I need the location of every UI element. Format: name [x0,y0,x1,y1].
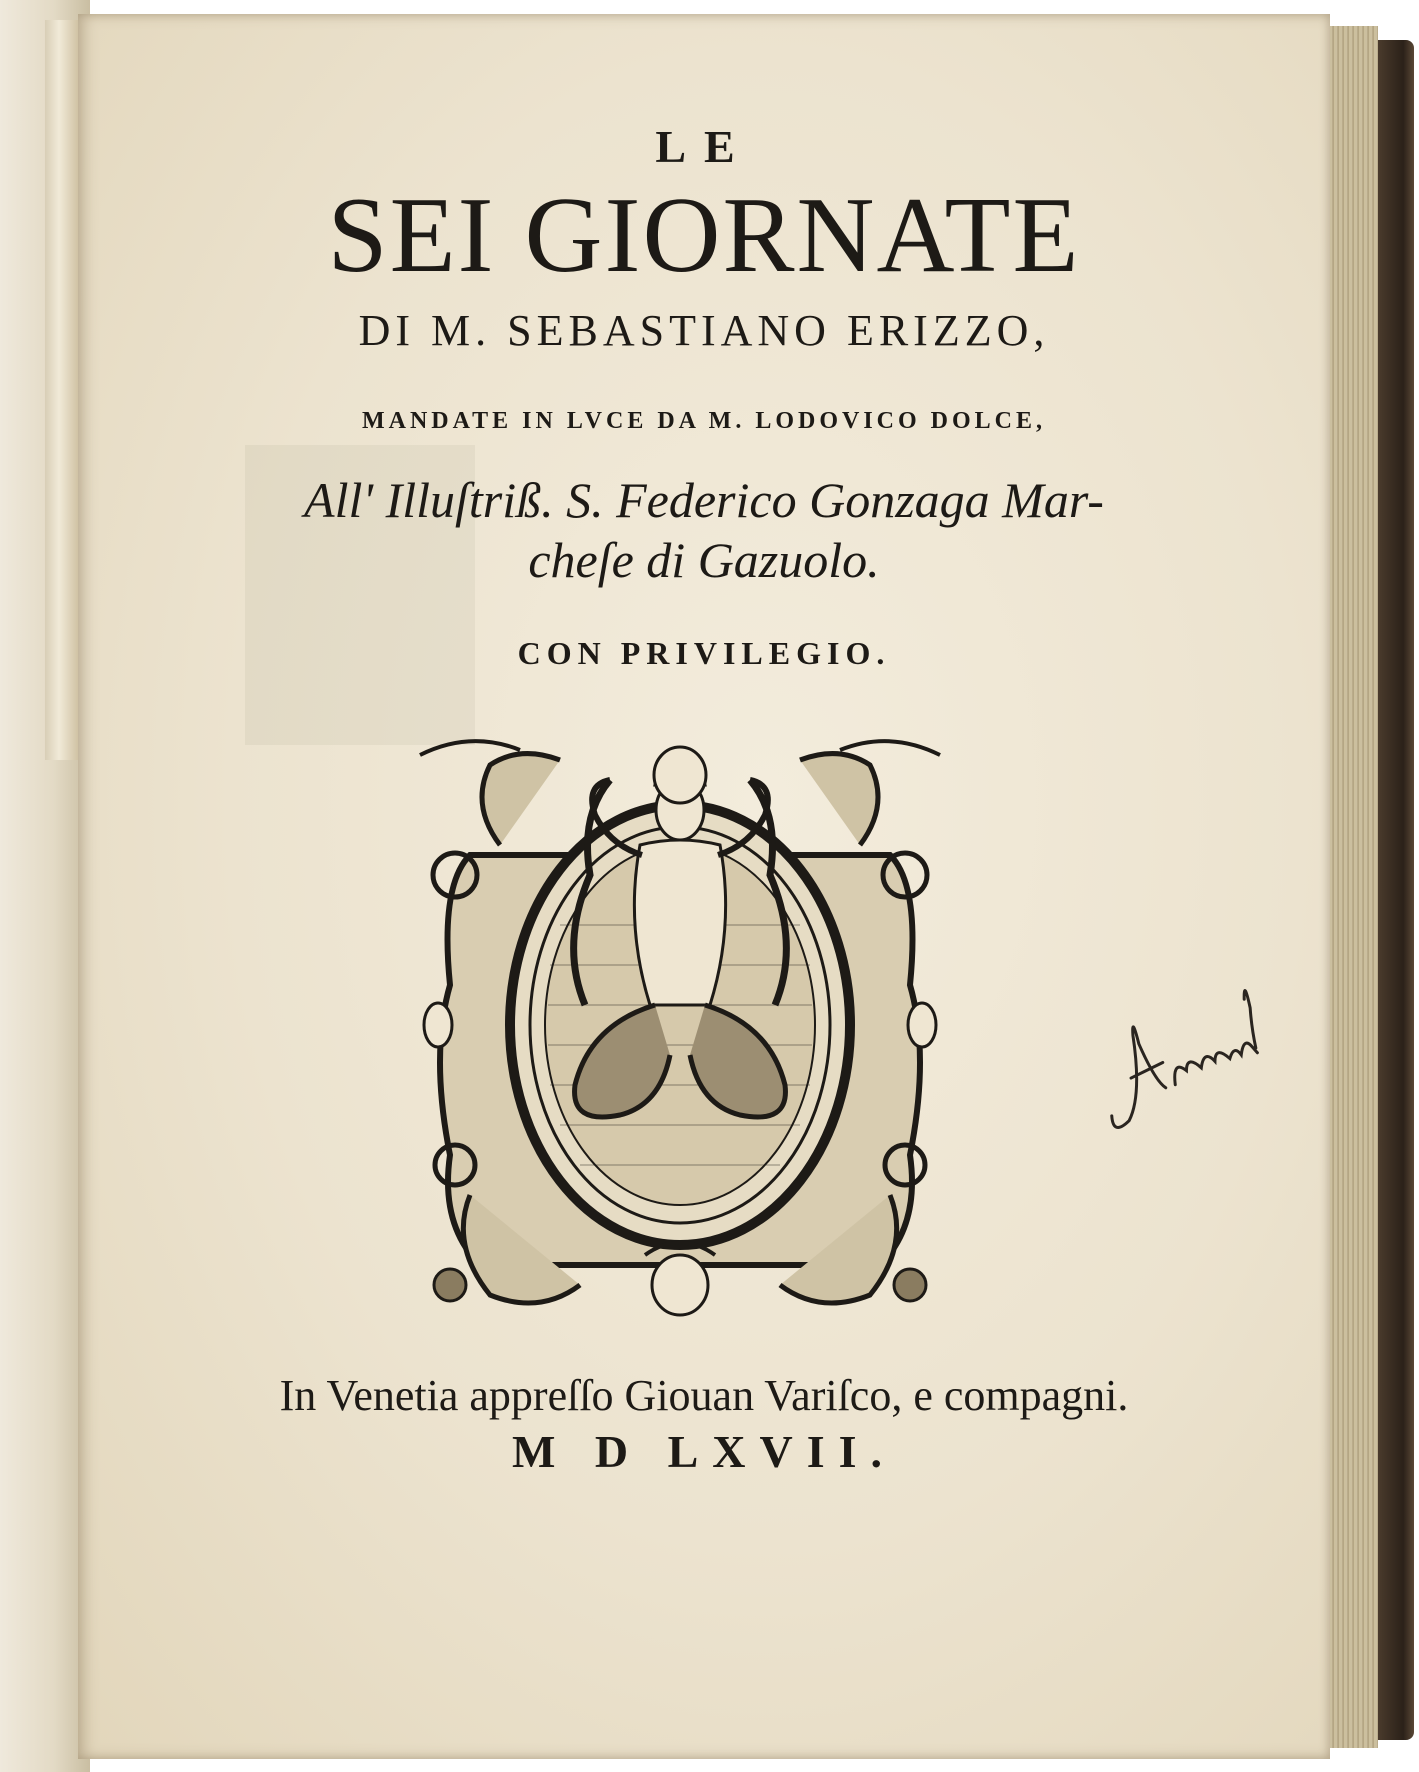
editor-line: MANDATE IN LVCE DA M. LODOVICO DOLCE, [361,408,1047,434]
author-line: DI M. SEBASTIANO ERIZZO, [358,306,1050,355]
publication-year: M D LXVII. [511,1426,897,1477]
privilege-line: CON PRIVILEGIO. [517,635,891,671]
printers-device-woodcut [410,725,950,1335]
dedication [78,470,1330,590]
imprint-line: In Venetia appreſſo Giouan Variſco, e compagni. [279,1371,1129,1420]
dedication-line-1: All' Illuſtriß. S. Federico Gonzaga Mar- [304,472,1104,528]
book-title: SEI GIORNATE [327,176,1081,295]
handwritten-signature [1085,960,1285,1130]
spine-gutter [45,20,81,760]
page-block-edges [1330,26,1378,1748]
binding-cover [1378,40,1414,1740]
dedication-line-2: cheſe di Gazuolo. [528,532,880,588]
title-article: LE [655,121,753,172]
